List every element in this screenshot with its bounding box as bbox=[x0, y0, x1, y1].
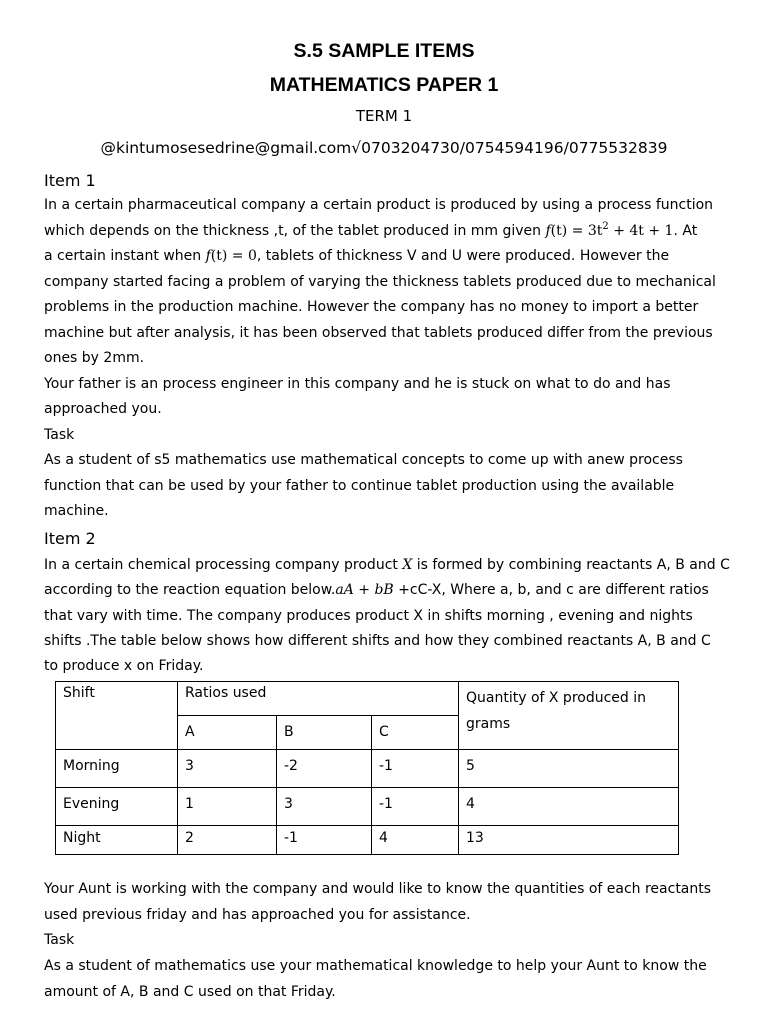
document-title: S.5 SAMPLE ITEMS bbox=[293, 40, 475, 62]
text-run: At bbox=[677, 223, 698, 239]
item1-line: company started facing a problem of varying the thickness tablets produced due to mechanical bbox=[44, 274, 716, 290]
cell-shift: Morning bbox=[56, 750, 178, 788]
item1-line: machine but after analysis, it has been observed that tablets produced differ from the previous bbox=[44, 325, 713, 341]
header-a: A bbox=[178, 716, 277, 750]
cell-a: 1 bbox=[178, 788, 277, 826]
cell-quantity: 4 bbox=[459, 788, 679, 826]
item1-line: In a certain pharmaceutical company a certain product is produced by using a process function bbox=[44, 197, 714, 213]
item1-line: function that can be used by your father to continue tablet production using the available bbox=[44, 478, 675, 494]
text-run: In a certain chemical processing company product bbox=[44, 557, 403, 573]
item2-line: amount of A, B and C used on that Friday. bbox=[44, 984, 336, 1000]
table-row bbox=[56, 826, 679, 855]
table-row bbox=[56, 788, 679, 826]
text-run: which depends on the thickness ,t, of the tablet produced in mm given bbox=[44, 223, 546, 239]
item2-task-label: Task bbox=[44, 932, 75, 948]
cell-c: -1 bbox=[372, 788, 459, 826]
cell-shift: Evening bbox=[56, 788, 178, 826]
item1-heading: Item 1 bbox=[44, 171, 96, 190]
table-row bbox=[56, 750, 679, 788]
cell-shift: Night bbox=[56, 826, 178, 855]
item2-line: to produce x on Friday. bbox=[44, 658, 204, 674]
item1-line: approached you. bbox=[44, 401, 162, 417]
math-function: f bbox=[545, 223, 551, 239]
item1-line: machine. bbox=[44, 503, 109, 519]
cell-quantity: 5 bbox=[459, 750, 679, 788]
item2-line: As a student of mathematics use your mathematical knowledge to help your Aunt to know the bbox=[44, 958, 707, 974]
header-c: C bbox=[372, 716, 459, 750]
item2-line bbox=[44, 582, 709, 598]
math-variable: X bbox=[402, 557, 413, 573]
cell-b: 3 bbox=[277, 788, 372, 826]
header-quantity-line2: grams bbox=[466, 716, 511, 732]
math-expression: (t) = 3t bbox=[550, 223, 603, 239]
term-label: TERM 1 bbox=[355, 107, 413, 125]
item2-line bbox=[44, 557, 730, 573]
cell-a: 3 bbox=[178, 750, 277, 788]
text-run: +cC-X, Where a, b, and c are different ratios bbox=[393, 582, 709, 598]
cell-c: -1 bbox=[372, 750, 459, 788]
contact-line: @kintumosesedrine@gmail.com√0703204730/0754594196/0775532839 bbox=[100, 139, 668, 157]
item1-line: As a student of s5 mathematics use mathematical concepts to come up with anew process bbox=[44, 452, 683, 468]
ratios-table bbox=[55, 681, 679, 855]
cell-c: 4 bbox=[372, 826, 459, 855]
text-run: a certain instant when bbox=[44, 248, 206, 264]
math-expression: + 4t + 1. bbox=[608, 223, 678, 239]
cell-a: 2 bbox=[178, 826, 277, 855]
paper-title: MATHEMATICS PAPER 1 bbox=[269, 74, 499, 96]
item2-line: shifts .The table below shows how different shifts and how they combined reactants A, B and C bbox=[44, 633, 711, 649]
cell-b: -2 bbox=[277, 750, 372, 788]
math-expression: aA + bB bbox=[335, 582, 394, 598]
item2-line: that vary with time. The company produces product X in shifts morning , evening and nights bbox=[44, 608, 693, 624]
item2-line: Your Aunt is working with the company and would like to know the quantities of each reactants bbox=[44, 881, 712, 897]
header-quantity bbox=[459, 682, 679, 750]
table-header-row bbox=[56, 682, 679, 716]
text-run: is formed by combining reactants A, B and C bbox=[412, 557, 730, 573]
cell-b: -1 bbox=[277, 826, 372, 855]
header-b: B bbox=[277, 716, 372, 750]
item1-line: Your father is an process engineer in this company and he is stuck on what to do and has bbox=[44, 376, 671, 392]
math-function: f bbox=[205, 248, 211, 264]
item1-line bbox=[44, 223, 697, 239]
header-shift: Shift bbox=[56, 682, 178, 750]
header-ratios: Ratios used bbox=[178, 682, 459, 716]
item1-task-label: Task bbox=[44, 427, 75, 443]
cell-quantity: 13 bbox=[459, 826, 679, 855]
item1-line bbox=[44, 248, 669, 264]
item1-line: problems in the production machine. However the company has no money to import a better bbox=[44, 299, 699, 315]
item1-line: ones by 2mm. bbox=[44, 350, 145, 366]
header-quantity-line1: Quantity of X produced in bbox=[466, 690, 647, 706]
text-run: according to the reaction equation below. bbox=[44, 582, 336, 598]
math-expression: (t) = 0 bbox=[210, 248, 257, 264]
item2-line: used previous friday and has approached you for assistance. bbox=[44, 907, 471, 923]
math-exponent: 2 bbox=[602, 221, 609, 232]
text-run: , tablets of thickness V and U were produced. However the bbox=[256, 248, 670, 264]
item2-heading: Item 2 bbox=[44, 529, 96, 548]
